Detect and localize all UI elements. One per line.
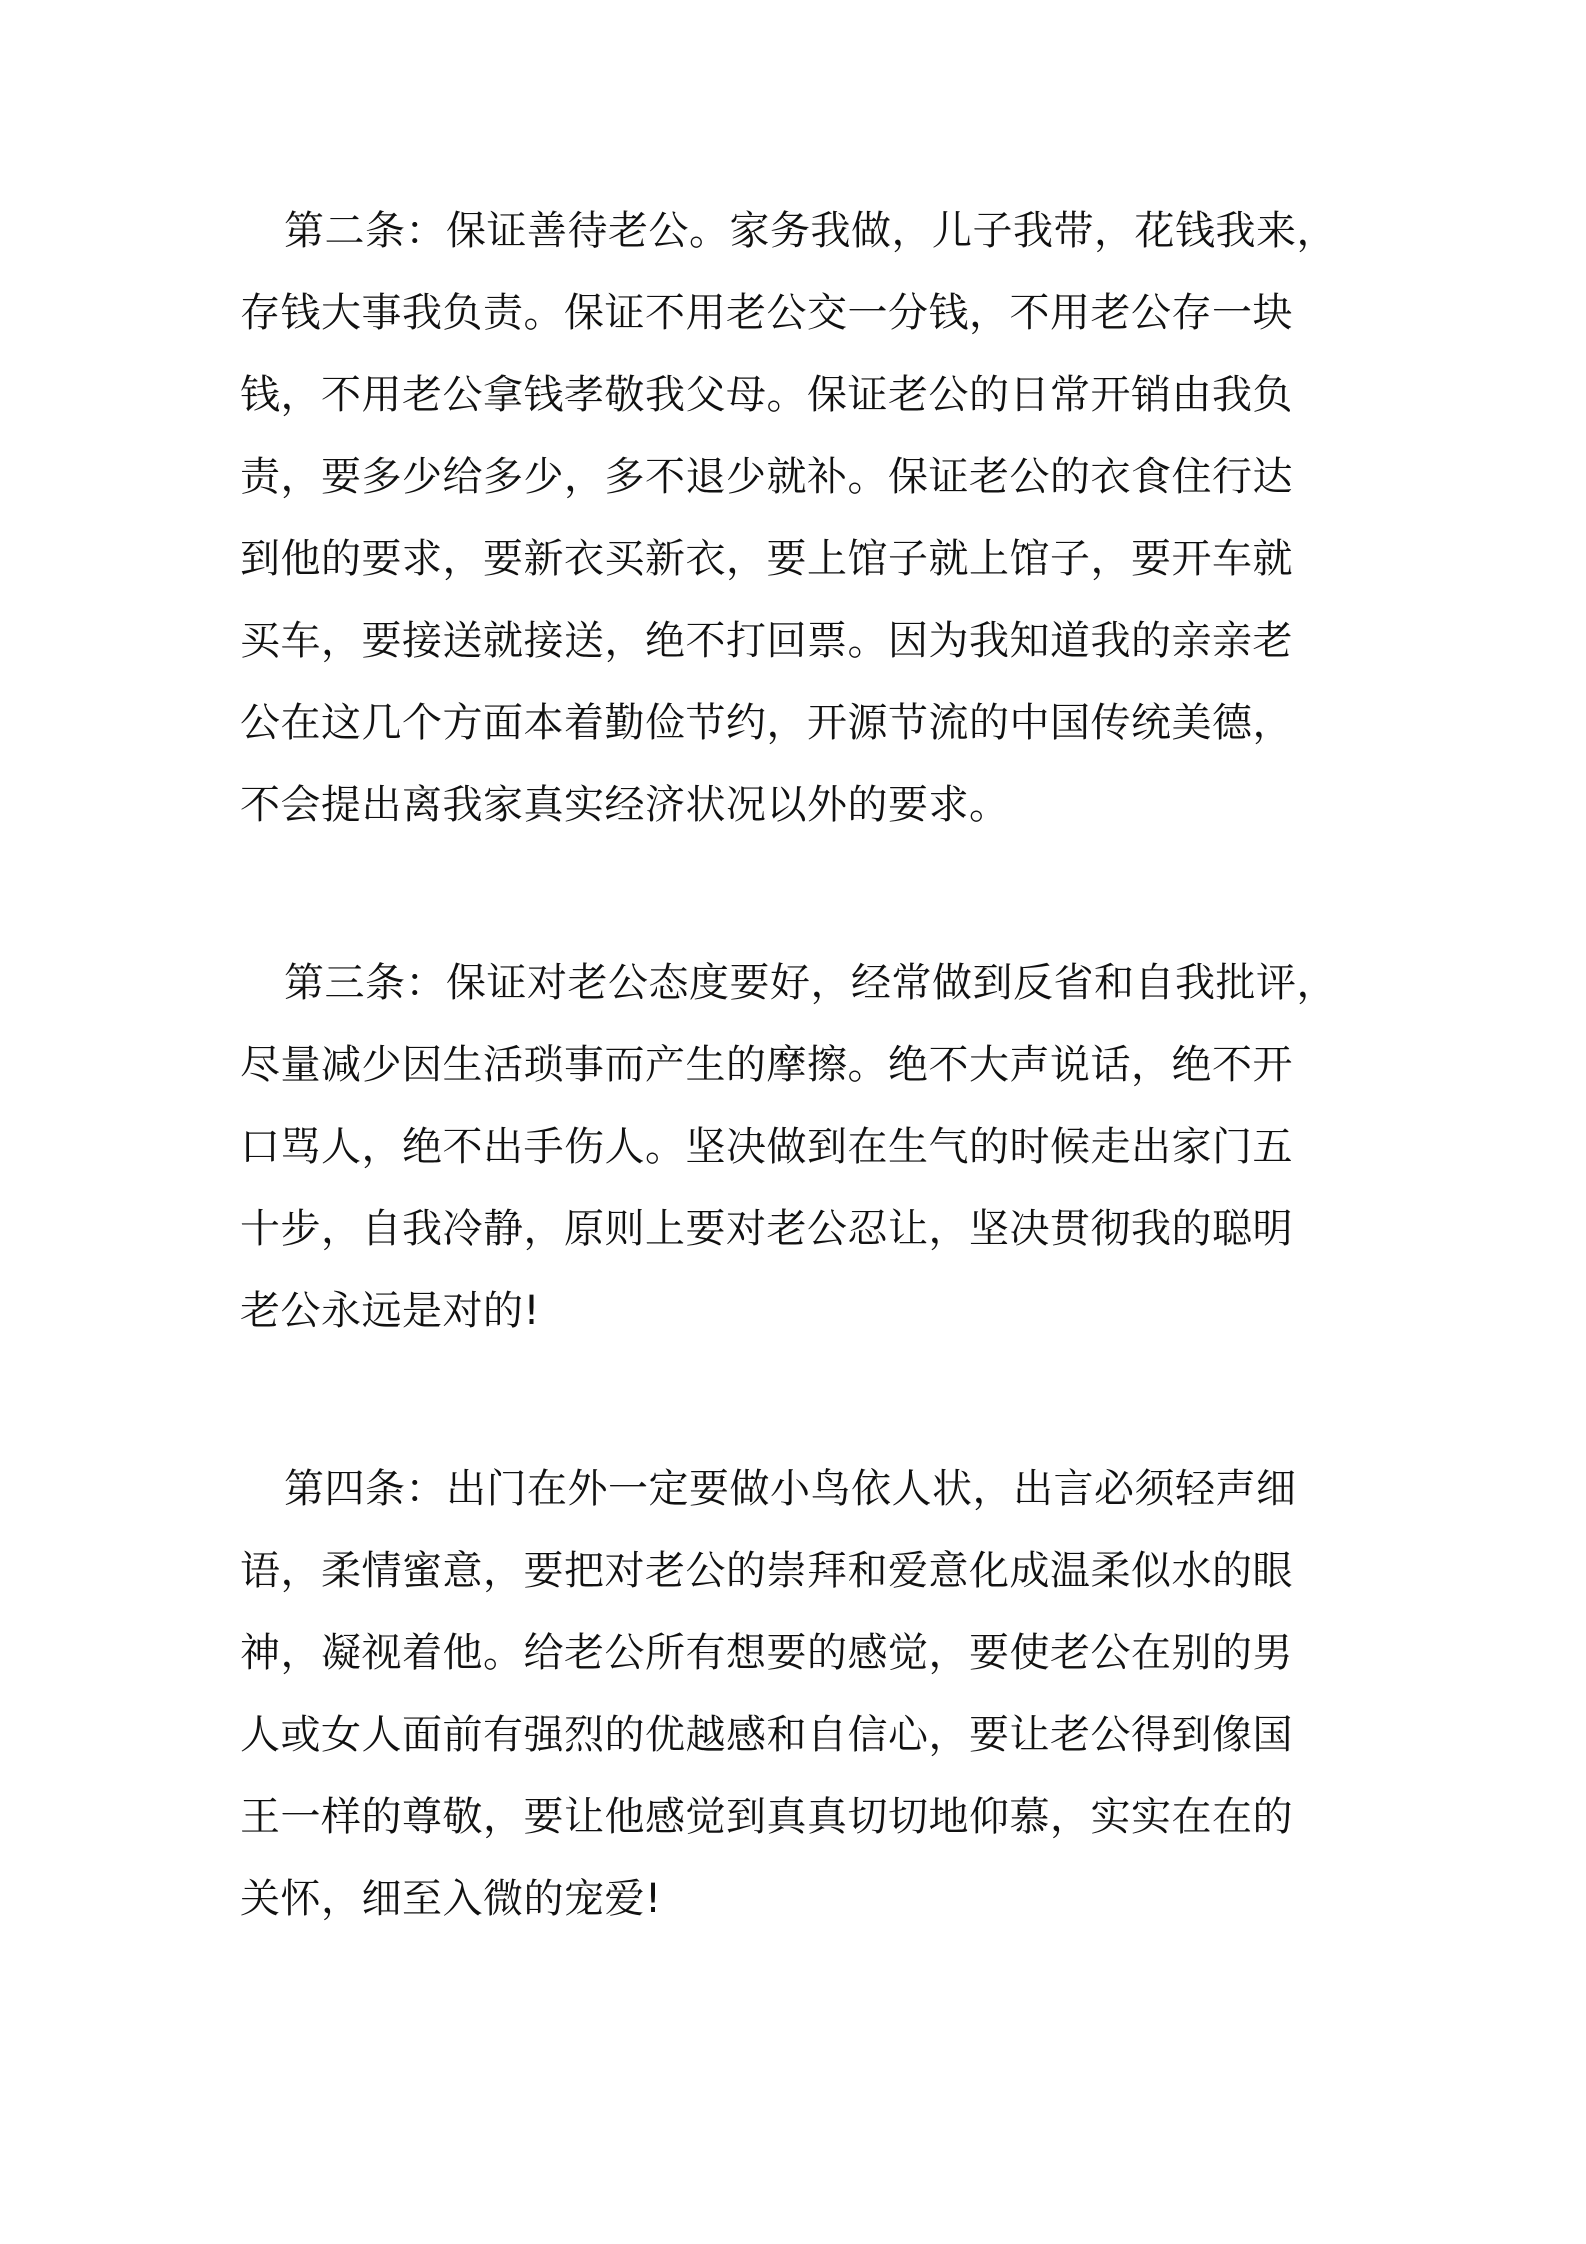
text-line: 买车，要接送就接送，绝不打回票。因为我知道我的亲亲老: [240, 618, 1293, 664]
clause-4-paragraph: [240, 1448, 1360, 1940]
text-line: 语，柔情蜜意，要把对老公的崇拜和爱意化成温柔似水的眼: [240, 1548, 1293, 1594]
text-line: 人或女人面前有强烈的优越感和自信心，要让老公得到像国: [240, 1712, 1293, 1758]
text-line: 关怀，细至入微的宠爱!: [240, 1876, 662, 1922]
text-line: 尽量减少因生活琐事而产生的摩擦。绝不大声说话，绝不开: [240, 1042, 1293, 1088]
text-line: 不会提出离我家真实经济状况以外的要求。: [240, 782, 1010, 828]
text-line: 钱，不用老公拿钱孝敬我父母。保证老公的日常开销由我负: [240, 372, 1293, 418]
text-line: 第二条：保证善待老公。家务我做，儿子我带，花钱我来，: [284, 208, 1337, 254]
text-line: 存钱大事我负责。保证不用老公交一分钱，不用老公存一块: [240, 290, 1293, 336]
article-body: [240, 190, 1360, 1940]
text-line: 第四条：出门在外一定要做小鸟依人状，出言必须轻声细: [284, 1466, 1297, 1512]
text-line: 第三条：保证对老公态度要好，经常做到反省和自我批评，: [284, 960, 1337, 1006]
text-line: 到他的要求，要新衣买新衣，要上馆子就上馆子，要开车就: [240, 536, 1293, 582]
text-line: 责，要多少给多少，多不退少就补。保证老公的衣食住行达: [240, 454, 1293, 500]
text-line: 老公永远是对的!: [240, 1288, 541, 1334]
text-line: 神，凝视着他。给老公所有想要的感觉，要使老公在别的男: [240, 1630, 1293, 1676]
clause-3-paragraph: [240, 942, 1360, 1352]
text-line: 口骂人，绝不出手伤人。坚决做到在生气的时候走出家门五: [240, 1124, 1293, 1170]
clause-2-paragraph: [240, 190, 1360, 846]
text-line: 王一样的尊敬，要让他感觉到真真切切地仰慕，实实在在的: [240, 1794, 1293, 1840]
text-line: 十步，自我冷静，原则上要对老公忍让，坚决贯彻我的聪明: [240, 1206, 1293, 1252]
text-line: 公在这几个方面本着勤俭节约，开源节流的中国传统美德，: [240, 700, 1293, 746]
